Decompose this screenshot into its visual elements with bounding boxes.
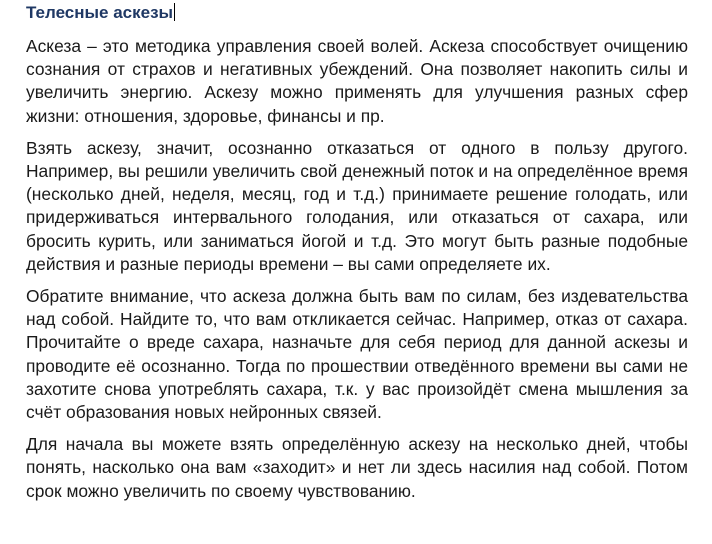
paragraph-4[interactable]: Для начала вы можете взять определённую аскезу на несколько дней, чтобы понять, насколько она вам «заходит» и нет ли здесь насилия над собой. Потом срок можно увеличить по своему чувствованию. xyxy=(26,434,688,501)
paragraph-1[interactable]: Аскеза – это методика управления своей волей. Аскеза способствует очищению сознания от страхов и негативных убеждений. Она позволяет накопить силы и увеличить энергию. Аскезу можно применять для улучшения разных сфер жизни: отношения, здоровье, финансы и пр. xyxy=(26,36,688,126)
text-cursor xyxy=(174,3,175,21)
document-heading[interactable] xyxy=(26,2,688,24)
paragraph-3[interactable]: Обратите внимание, что аскеза должна быть вам по силам, без издевательства над собой. Найдите то, что вам откликается сейчас. Например, отказ от сахара. Прочитайте о вреде сахара, назначьте для себя период для данной аскезы и проводите её осознанно. Тогда по прошествии отведённого времени вы сами не захотите снова употреблять сахара, т.к. у вас произойдёт смена мышления за счёт образования новых нейронных связей. xyxy=(26,286,688,423)
paragraph-2[interactable]: Взять аскезу, значит, осознанно отказаться от одного в пользу другого. Например, вы решили увеличить свой денежный поток и на определённое время (несколько дней, неделя, месяц, год и т.д.) принимаете решение голодать, или придерживаться интервального голодания, или отказаться от сахара, или бросить курить, или заниматься йогой и т.д. Это могут быть разные подобные действия и разные периоды времени – вы сами определяете их. xyxy=(26,137,688,274)
heading-text: Телесные аскезы xyxy=(26,3,174,22)
